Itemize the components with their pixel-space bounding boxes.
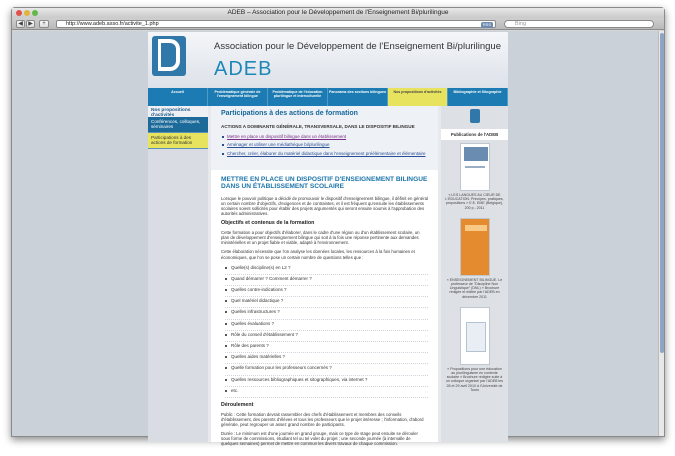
list-item: Rôle du conseil d'établissement ? bbox=[225, 331, 428, 342]
list-item: Quel matériel didactique ? bbox=[225, 297, 428, 308]
main-content bbox=[211, 106, 438, 447]
site-page bbox=[148, 32, 508, 447]
page-title: Participations à des actions de formation bbox=[221, 110, 358, 117]
url-text: http://www.adeb.asso.fr/activite_1.php bbox=[66, 21, 159, 27]
list-item: Quelles ressources bibliographiques et sitographiques, via internet ? bbox=[225, 376, 428, 387]
sidebar-heading-text: Nos propositions d'activités bbox=[151, 108, 191, 118]
title-bar bbox=[12, 8, 664, 18]
search-input[interactable]: Bing bbox=[504, 20, 654, 28]
publication-caption-2[interactable]: « ENSEIGNEMENT BILINGUE. Le professeur de "Discipline Non Linguistique" (DNL) » Brochure rédigée et éditée par l'ADEB en décembre 2011 bbox=[446, 277, 503, 299]
page-viewport bbox=[12, 31, 664, 447]
deroulement-paragraph-2: Durée : Le minimum est d'une journée en grand groupe, mais ce type de stage peut ensuite se dérouler sous forme de commissions, étudiant tel ou tel volet du projet ; une seconde journée (à intervalle de quelques semaines) permet de mettre en commun les divers travaux de chaque commission. bbox=[221, 431, 418, 447]
axis-heading: ACTIONS A DOMINANTE GÉNÉRALE, TRANSVERSALE, DANS LE DISPOSITIF BILINGUE bbox=[221, 124, 415, 129]
section-title: METTRE EN PLACE UN DISPOSITIF D'ENSEIGNEMENT BILINGUE DANS UN ÉTABLISSEMENT SCOLAIRE bbox=[221, 176, 428, 191]
deroulement-heading: Déroulement bbox=[221, 401, 254, 408]
publication-cover-3[interactable] bbox=[460, 307, 490, 365]
list-item: etc. bbox=[225, 387, 428, 398]
right-sidebar bbox=[441, 106, 508, 442]
publication-cover-2[interactable] bbox=[460, 218, 490, 276]
list-item: Quelles aides matérielles ? bbox=[225, 353, 428, 364]
list-item: Quelle formation pour les professeurs concernés ? bbox=[225, 364, 428, 375]
nav-panorama[interactable]: Panorama des sections bilingues bbox=[328, 88, 388, 106]
nav-problematique-bilingue[interactable]: Problématique générale de l'enseignement bilingue bbox=[208, 88, 268, 106]
list-item: Quelles évaluations ? bbox=[225, 320, 428, 331]
sidebar-heading bbox=[148, 106, 208, 117]
link-mediatheque[interactable]: Aménager et utiliser une médiathèque bi/plurilingue bbox=[227, 142, 428, 147]
objectives-paragraph-2: Cette élaboration nécessite que l'on analyse les données locales, les ressources à la fois humaines et économiques, que l'on se pose un certain nombre de questions telles que : bbox=[221, 249, 415, 260]
nav-propositions[interactable]: Nos propositions d'activités bbox=[388, 88, 448, 106]
nav-problematique-plurilingue[interactable]: Problématique de l'éducation plurilingue et interculturelle bbox=[268, 88, 328, 106]
deroulement-paragraph-1: Public : Cette formation devrait rassembler des chefs d'établissement et membres des conseils d'établissement, des parents d'élèves et tous les professeurs que le projet intéresse ; l'information, d'abord générale, peut regrouper un assez grand nombre de participants. bbox=[221, 411, 424, 428]
left-sidebar bbox=[148, 106, 208, 442]
url-field[interactable] bbox=[56, 20, 496, 28]
list-item: Quelles infrastructures ? bbox=[225, 308, 428, 319]
publication-cover-1[interactable] bbox=[460, 143, 490, 191]
org-name: Association pour le Développement de l'Enseignement Bi/plurilingue bbox=[214, 41, 501, 52]
article-body bbox=[211, 170, 438, 456]
scrollbar[interactable] bbox=[658, 31, 664, 436]
intro-paragraph: Lorsque le pouvoir politique a décidé de promouvoir le dispositif d'enseignement bilingue, il définit en général un certain nombre d'objectifs, d'exigences et de contraintes, et il est fréquent qu'ensuite les établissements scolaires soient sollicités pour établir des projets argumentés qui seront ensuite soumis à l'approbation des autorités administratives. bbox=[221, 195, 428, 217]
forward-button[interactable]: ▶ bbox=[26, 20, 35, 28]
rss-badge[interactable]: RSS bbox=[482, 22, 491, 27]
window-title: ADEB – Association pour le Développement de l'Enseignement Bi/plurilingue bbox=[227, 9, 449, 16]
list-item: Quelle(s) discipline(s) en L2 ? bbox=[225, 264, 428, 275]
nav-accueil[interactable]: Accueil bbox=[148, 88, 208, 106]
list-item: Quand démarrer ? Comment démarrer ? bbox=[225, 275, 428, 286]
objectives-heading: Objectifs et contenus de la formation bbox=[221, 220, 315, 227]
objectives-paragraph-1: Cette formation a pour objectifs d'élaborer, dans le cadre d'une région ou d'un établissement scolaire, un plan de développement d'enseignement bilingue qui soit à la fois une réponse pertinente aux demandes ministérielles et un projet fiable et viable, adapté à l'environnement. bbox=[221, 230, 420, 246]
site-acronym: ADEB bbox=[214, 58, 273, 80]
sidebar-item-formation[interactable]: Participations à des actions de formation bbox=[148, 133, 208, 149]
link-materiel-didactique[interactable]: Chercher, créer, élaborer du matériel didactique dans l'enseignement préélémentaire et élémentaire bbox=[227, 151, 428, 156]
adeb-small-logo[interactable] bbox=[470, 109, 480, 123]
scrollbar-thumb[interactable] bbox=[660, 33, 664, 353]
browser-toolbar bbox=[12, 18, 664, 30]
sidebar-item-conferences[interactable]: Conférences, colloques, séminaires bbox=[148, 117, 208, 133]
main-nav bbox=[148, 88, 508, 106]
intro-box bbox=[211, 106, 438, 170]
list-item: Rôle des parents ? bbox=[225, 342, 428, 353]
publications-heading: Publications de l'ADEB bbox=[441, 129, 508, 140]
site-header bbox=[148, 32, 508, 88]
publication-caption-3[interactable]: « Propositions pour une éducation au plurilinguisme en contexte scolaire » Brochure rédigée suite à un colloque organisé par l'ADEB les 28 et 29 avril 2010 à l'Université de Tours bbox=[445, 366, 504, 392]
list-item: Quelles contre-indications ? bbox=[225, 286, 428, 297]
browser-window bbox=[11, 7, 665, 447]
add-bookmark-button[interactable]: + bbox=[39, 20, 49, 28]
back-button[interactable]: ◀ bbox=[16, 20, 25, 28]
adeb-logo[interactable] bbox=[152, 36, 186, 76]
publication-caption-1[interactable]: « LES LANGUES AU CŒUR DE L'ÉDUCATION. Principes, pratiques, propositions » E.E. EME (Belgique), 200 p., 2011 bbox=[445, 193, 504, 210]
questions-list bbox=[225, 264, 428, 398]
link-dispositif-bilingue[interactable]: Mettre en place un dispositif bilingue dans un établissement bbox=[227, 134, 428, 139]
nav-bibliographie[interactable]: Bibliographie et Sitographie bbox=[448, 88, 508, 106]
